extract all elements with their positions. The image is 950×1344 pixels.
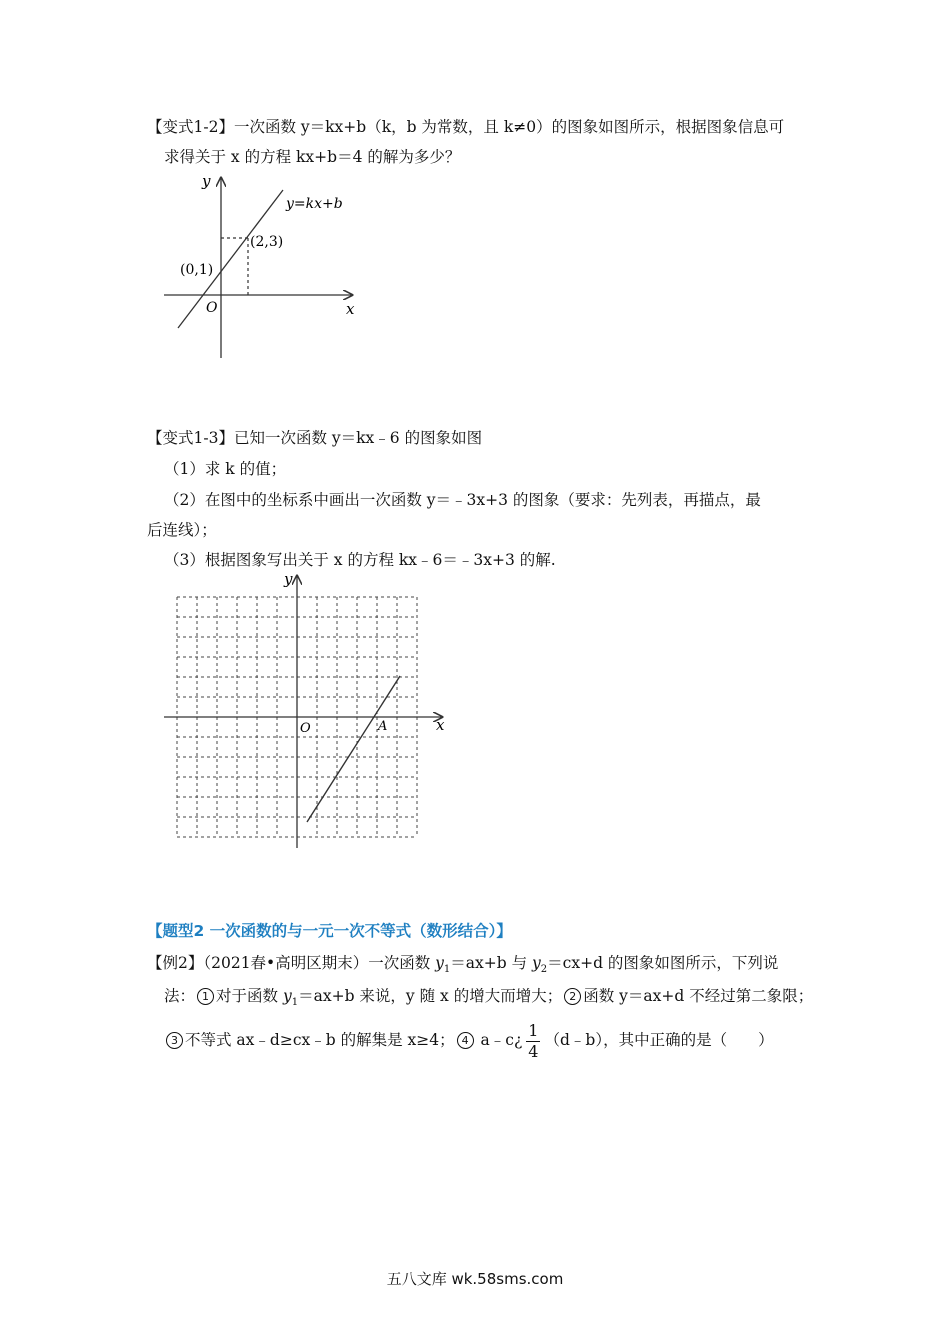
ex2-l3-c: （d﹣b），其中正确的是（ ） [544,1031,774,1049]
ex2-l3-b: a﹣c¿ [475,1031,523,1049]
ex2-y2-sub: 2 [540,964,548,976]
frac-denominator: 4 [528,1041,539,1061]
ex2-line3 [164,1020,774,1062]
ex2-line1 [147,952,778,981]
v12-question-line2: 求得关于 x 的方程 kx+b＝4 的解为多少？ [164,148,461,166]
v12-question-line1: 【变式1-2】一次函数 y＝kx+b（k，b 为常数，且 k≠0）的图象如图所示，根据图象信息可 [147,118,785,136]
ex2-l3-a: 不等式 ax﹣d≥cx﹣b 的解集是 x≥4； [185,1031,455,1049]
ex2-l2-y1-sub: 1 [291,997,299,1009]
v12-graph [160,170,360,360]
v12-point2-label: (2,3) [250,234,284,250]
v13-origin-label: O [300,721,311,736]
circle-1-icon: 1 [197,988,214,1005]
circle-2-icon: 2 [564,988,581,1005]
circle-3-icon: 3 [166,1032,183,1049]
ex2-l2-y1: y [282,987,292,1005]
v12-origin-label: O [206,300,218,316]
v13-q2-line1: （2）在图中的坐标系中画出一次函数 y＝﹣3x+3 的图象（要求：先列表，再描点，最 [164,491,761,509]
v12-point1-label: (0,1) [180,262,214,278]
ex2-y2: y [532,954,541,972]
ex2-text-c: ＝cx+d 的图象如图所示，下列说 [547,954,779,972]
ex2-l2-c: ＝ax+b 来说，y 随 x 的增大而增大； [298,987,563,1005]
ex2-text-a: 【例2】（2021春•高明区期末）一次函数 [147,954,436,972]
v12-line-label: y=kx+b [286,196,343,212]
ex2-l2-d: 函数 y＝ax+d 不经过第二象限； [583,987,814,1005]
v13-q1: （1）求 k 的值； [164,460,287,478]
fraction-one-quarter [526,1021,540,1062]
v12-function-line [178,190,283,328]
v13-question-line1: 【变式1-3】已知一次函数 y＝kx﹣6 的图象如图 [147,429,483,447]
v12-x-label: x [346,300,355,318]
frac-numerator: 1 [528,1020,539,1040]
v13-point-a-label: A [378,719,388,734]
ex2-l2-b: 对于函数 [216,987,283,1005]
v13-q2-line2: 后连线）； [147,521,217,539]
circle-4-icon: 4 [457,1032,474,1049]
v13-function-line [307,676,400,822]
ex2-text-b: ＝ax+b 与 [450,954,533,972]
v13-y-label: y [284,570,293,588]
ex2-y1: y [435,954,444,972]
ex2-y1-sub: 1 [443,964,451,976]
v13-x-label: x [436,716,445,734]
ex2-l2-a: 法： [164,987,196,1005]
footer-watermark: 五八文库 wk.58sms.com [386,1270,564,1288]
section-heading: 【题型2 一次函数的与一元一次不等式（数形结合）】 [147,922,512,940]
v13-graph [160,570,460,850]
ex2-line2 [164,985,813,1014]
v12-y-label: y [202,172,211,190]
v13-q3: （3）根据图象写出关于 x 的方程 kx﹣6＝﹣3x+3 的解. [164,551,556,569]
